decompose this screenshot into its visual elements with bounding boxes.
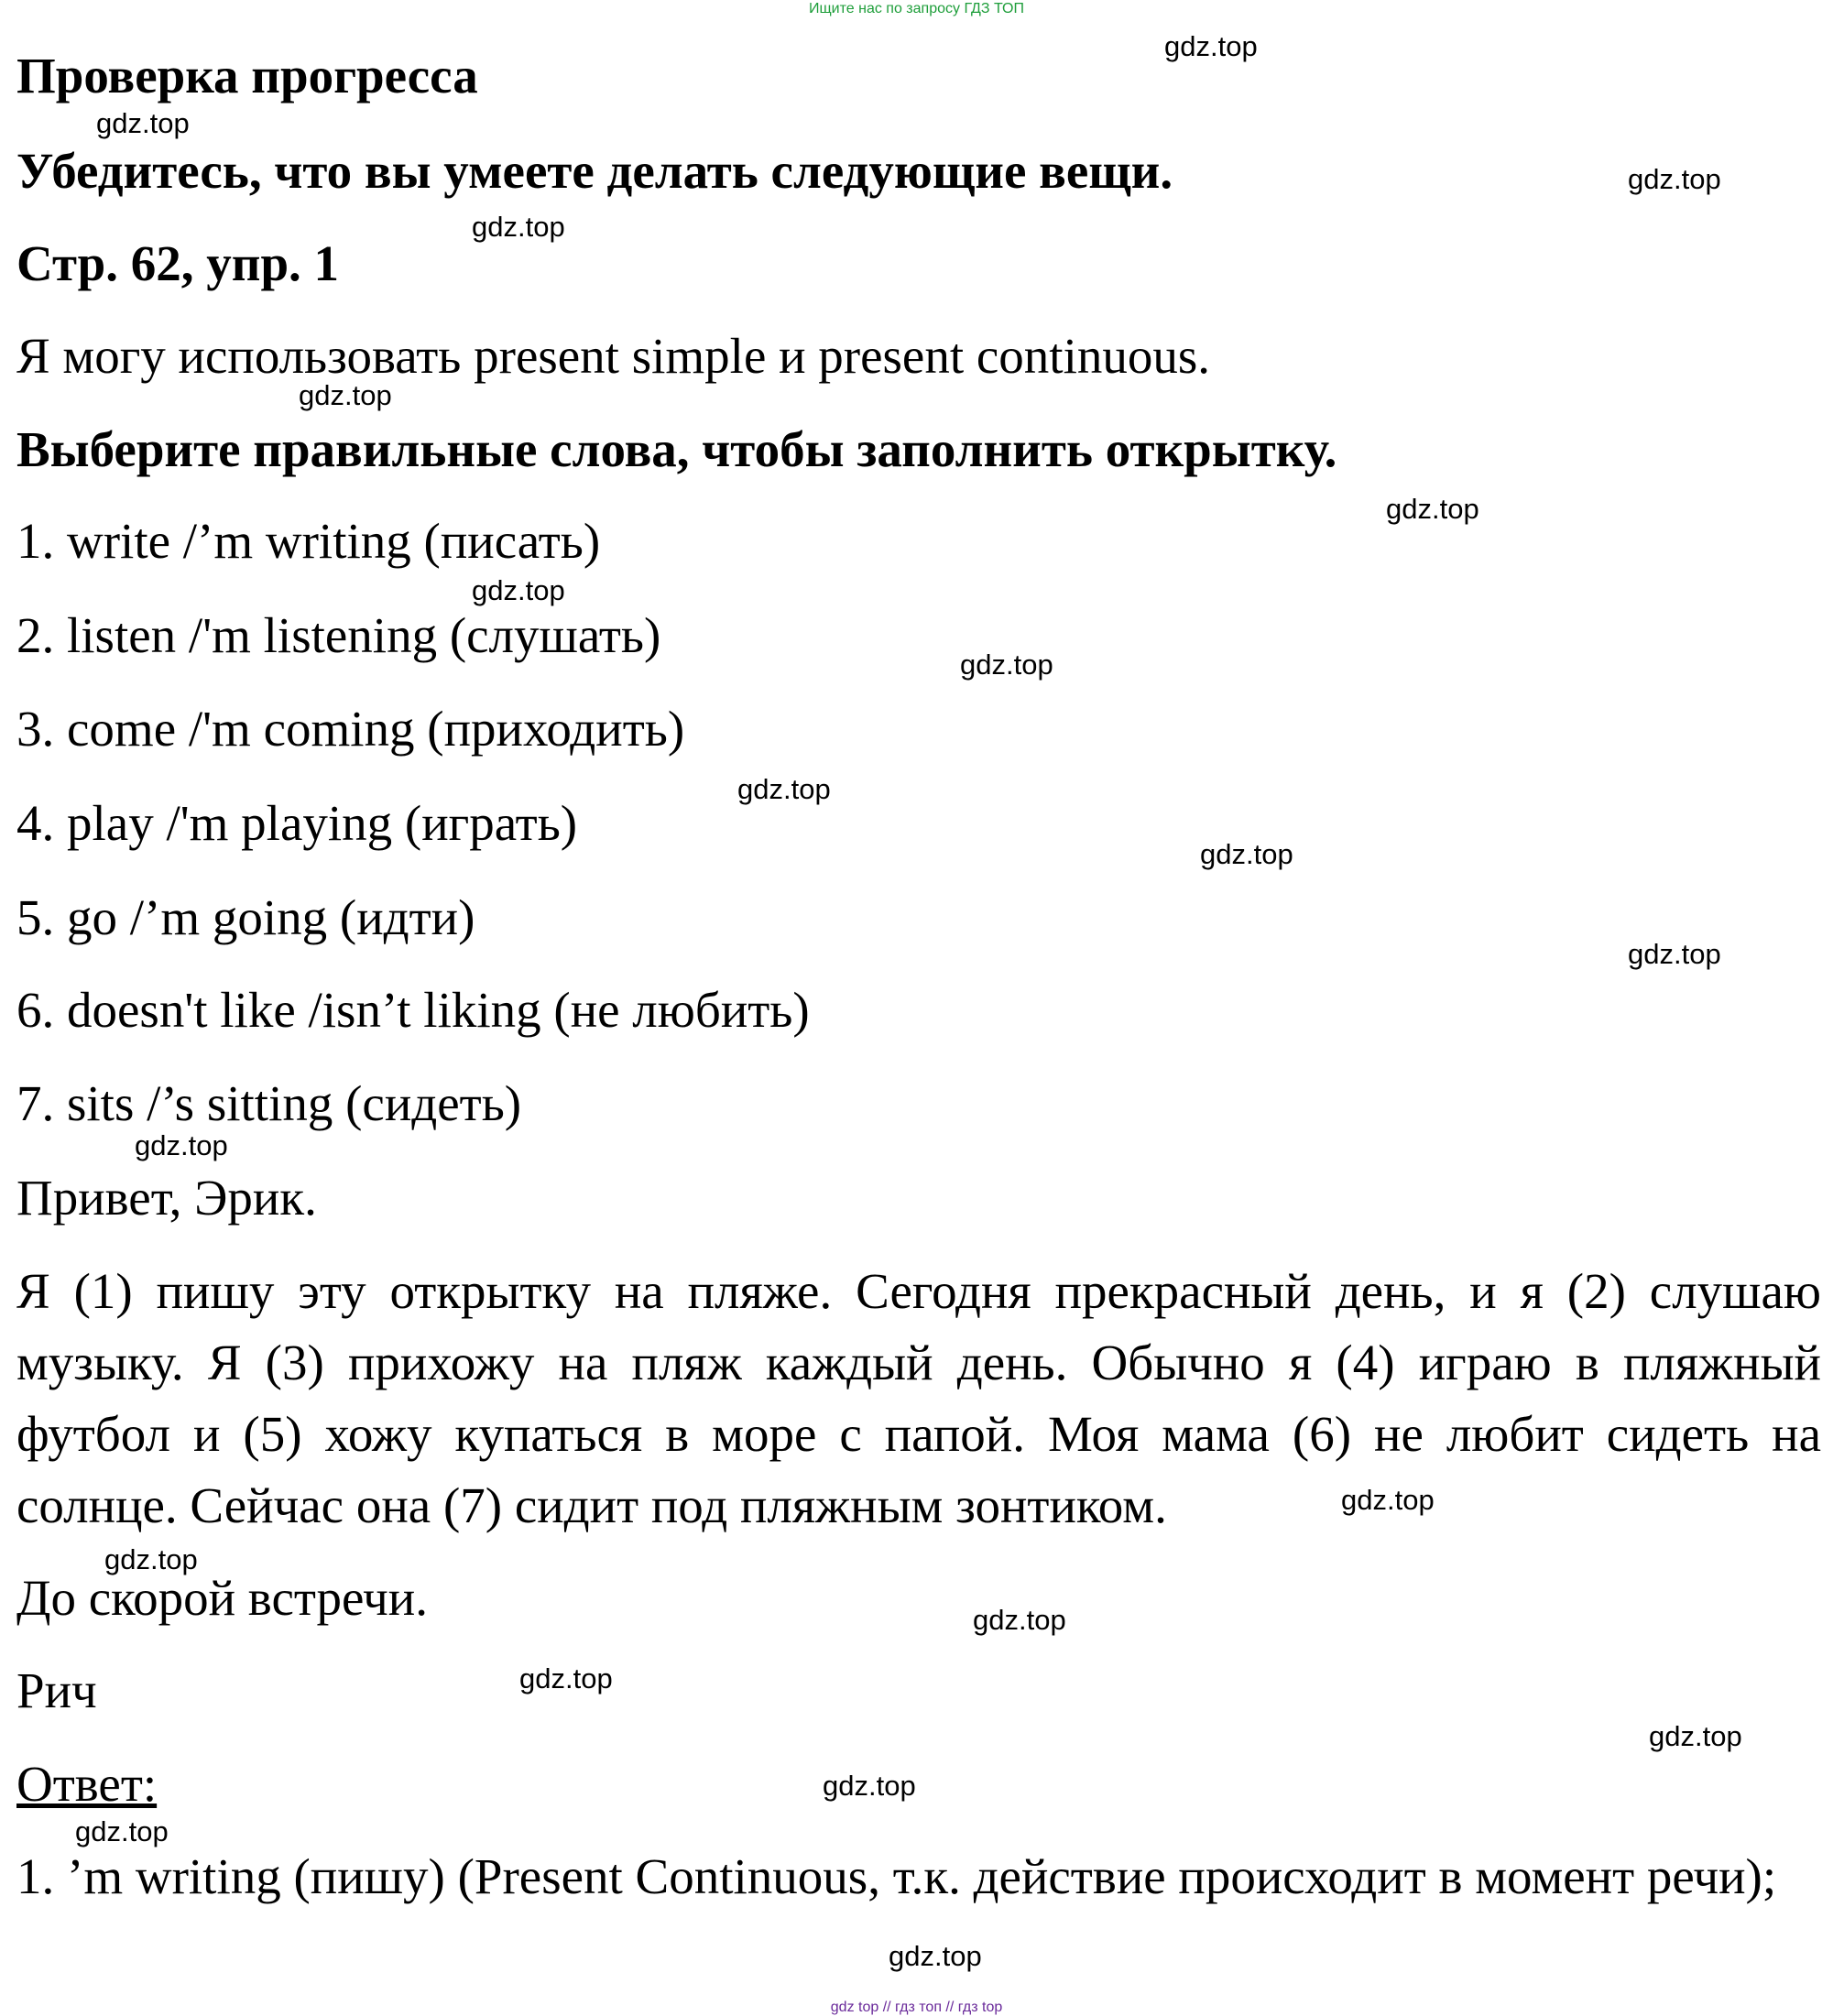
instruction: Выберите правильные слова, чтобы заполнить открытку. — [16, 421, 1337, 477]
option-item: 2. listen /'m listening (слушать) — [16, 607, 661, 663]
watermark: gdz.top — [1164, 30, 1258, 62]
skill-statement: Я могу использовать present simple и present continuous. — [16, 328, 1211, 384]
page-title: Проверка прогресса — [16, 48, 478, 104]
watermark: gdz.top — [1200, 838, 1293, 870]
answer-label: Ответ: — [16, 1756, 158, 1812]
option-item: 5. go /’m going (идти) — [16, 889, 475, 945]
watermark: gdz.top — [519, 1662, 613, 1695]
watermark: gdz.top — [1649, 1720, 1742, 1752]
option-item: 1. write /’m writing (писать) — [16, 513, 601, 569]
watermark: gdz.top — [472, 574, 565, 606]
letter-signature: Рич — [16, 1662, 97, 1718]
option-item: 3. come /'m coming (приходить) — [16, 701, 685, 757]
watermark: gdz.top — [104, 1543, 198, 1575]
watermark: gdz.top — [960, 648, 1053, 681]
letter-greeting: Привет, Эрик. — [16, 1170, 317, 1226]
watermark: gdz.top — [973, 1604, 1066, 1636]
top-banner: Ищите нас по запросу ГДЗ ТОП — [809, 1, 1024, 16]
exercise-reference: Стр. 62, упр. 1 — [16, 235, 340, 291]
letter-body: Я (1) пишу эту открытку на пляже. Сегодня прекрасный день, и я (2) слушаю музыку. Я (3) прихожу на пляж каждый день. Обычно я (4) играю в пляжный футбол и (5) хожу купаться в море с папой. Моя мама (6) не любит сидеть на солнце. Сейчас она (7) сидит под пляжным зонтиком. — [16, 1263, 1821, 1533]
letter-closing: До скорой встречи. — [16, 1570, 428, 1626]
watermark: gdz.top — [1628, 163, 1721, 195]
watermark: gdz.top — [737, 773, 831, 805]
watermark: gdz.top — [299, 379, 392, 411]
watermark: gdz.top — [1341, 1484, 1435, 1516]
watermark: gdz.top — [1386, 493, 1479, 525]
bottom-banner: gdz top // гдз топ // гдз top — [830, 2000, 1003, 2015]
answer-item: 1. ’m writing (пишу) (Present Continuous, т.к. действие происходит в момент речи); — [16, 1848, 1777, 1904]
watermark: gdz.top — [472, 211, 565, 243]
watermark: gdz.top — [96, 107, 190, 139]
page-subtitle: Убедитесь, что вы умеете делать следующие вещи. — [16, 143, 1173, 199]
watermark: gdz.top — [889, 1940, 982, 1972]
watermark: gdz.top — [1628, 938, 1721, 970]
watermark: gdz.top — [135, 1129, 228, 1161]
watermark: gdz.top — [75, 1815, 169, 1847]
watermark: gdz.top — [823, 1770, 916, 1802]
option-item: 7. sits /’s sitting (сидеть) — [16, 1075, 522, 1131]
option-item: 6. doesn't like /isn’t liking (не любить) — [16, 982, 810, 1038]
option-item: 4. play /'m playing (играть) — [16, 795, 578, 851]
